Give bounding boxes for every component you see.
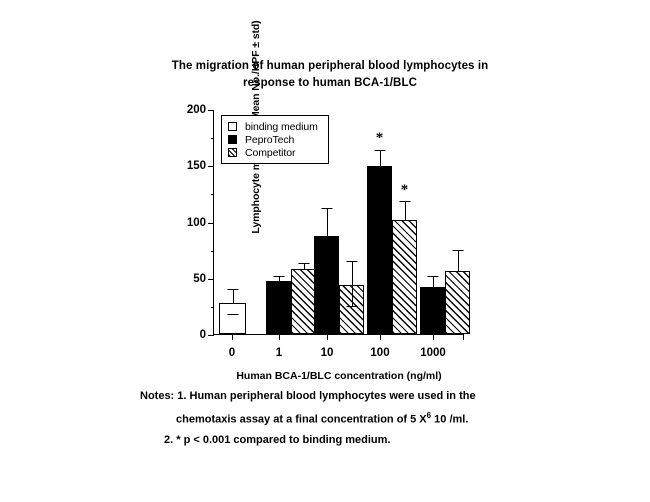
significance-star-competitor-100: * [400,182,409,198]
y-tick-label-200: 200 [186,104,206,116]
note-line-2-tail: 10 /ml. [431,413,469,426]
bar-peprotech-1000 [420,287,445,334]
legend-item-peprotech [228,133,318,146]
legend-item-binding-medium [228,120,318,133]
errorcap-top-competitor-10 [346,261,357,262]
errorbar-peprotech-1 [279,277,280,282]
errorcap-top-binding-medium-0 [227,289,238,290]
bar-competitor-100 [392,220,417,334]
legend-swatch-hatch-icon [228,148,237,157]
y-tick-label-100: 100 [186,216,206,229]
errorcap-bottom-competitor-10 [346,306,357,307]
errorcap-top-peprotech-10 [321,208,332,209]
y-tick-minor-175 [211,138,215,139]
bar-binding-medium-0 [219,303,246,335]
legend-label-competitor: Competitor [245,146,296,159]
note-line-2-superscript: 6 [426,411,432,420]
bar-peprotech-100 [367,166,392,334]
x-tick-label-10: 10 [320,347,334,359]
errorcap-top-peprotech-1000 [427,276,438,277]
chart-title-line-2: response to human BCA-1/BLC [243,77,417,89]
errorcap-top-peprotech-100 [374,150,385,151]
x-tick-100 [380,334,381,340]
y-tick-50 [208,279,214,280]
plot-area [186,104,464,382]
y-tick-label-50: 50 [193,272,206,285]
significance-star-peprotech-100: * [375,130,384,146]
figure-notes [140,386,560,450]
y-tick-100 [208,223,214,224]
y-tick-minor-25 [211,307,215,308]
legend-label-peprotech: PeproTech [245,133,295,146]
x-axis-label: Human BCA-1/BLC concentration (ng/ml) [236,370,442,382]
note-line-1: Notes: 1. Human peripheral blood lymphocytes were used in the [140,390,476,402]
errorbar-peprotech-100 [380,151,381,167]
x-tick-1 [279,334,280,340]
x-tick-10 [327,334,328,340]
y-tick-label-0: 0 [199,329,206,341]
x-tick-0 [232,334,233,340]
x-tick-label-0: 0 [228,347,236,359]
legend-item-competitor [228,146,318,159]
x-tick-label-100: 100 [370,347,390,359]
errorbar-competitor-10 [352,262,353,307]
chart-legend [221,115,329,164]
errorbar-competitor-1000 [458,251,459,271]
y-tick-minor-75 [211,251,215,252]
bar-peprotech-10 [314,236,339,334]
chart-title-line-1: The migration of human peripheral blood lymphocytes in [171,60,489,72]
chart-title [130,58,530,92]
y-tick-minor-125 [211,194,215,195]
y-tick-label-150: 150 [186,160,206,173]
bar-competitor-1000 [445,271,470,334]
legend-swatch-open-icon [228,122,237,131]
errorbar-competitor-100 [405,202,406,220]
y-tick-200 [208,110,214,111]
errorcap-top-peprotech-1 [273,276,284,277]
x-tick-1000 [433,334,434,340]
bar-peprotech-1 [266,281,291,334]
x-tick-label-1000: 1000 [420,347,446,359]
note-line-3: 2. * p < 0.001 compared to binding medium. [164,433,391,446]
errorcap-top-competitor-1 [298,263,309,264]
legend-label-binding-medium: binding medium [245,120,318,133]
errorbar-peprotech-10 [327,209,328,236]
x-tick-right-end [463,334,464,340]
errorcap-top-competitor-100 [399,201,410,202]
y-tick-150 [208,166,214,167]
note-line-2-text: chemotaxis assay at a final concentration of 5 X [176,413,427,426]
y-tick-0 [208,335,214,336]
note-line-2 [140,406,560,430]
errorbar-peprotech-1000 [433,277,434,287]
bar-competitor-1 [291,269,316,334]
x-tick-label-1: 1 [275,347,283,359]
legend-swatch-solid-icon [228,135,237,144]
errorcap-bottom-binding-medium-0 [227,314,238,315]
errorbar-binding-medium-0 [233,290,234,302]
errorbar-competitor-1 [304,264,305,269]
errorcap-top-competitor-1000 [452,250,463,251]
